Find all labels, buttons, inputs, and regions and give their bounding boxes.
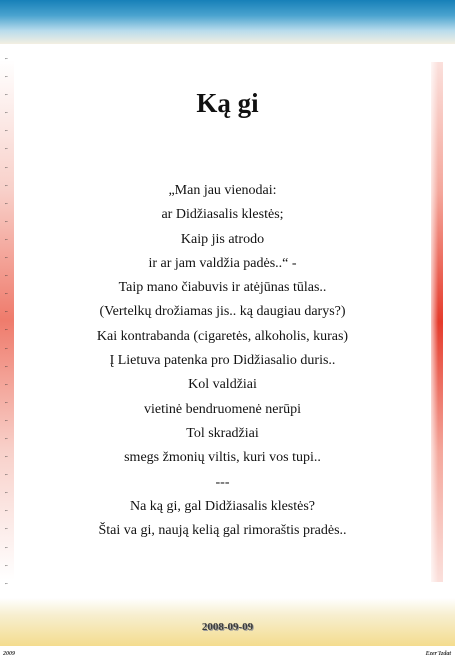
poem-line: Tol skradžiai <box>186 425 259 441</box>
poem-line: Taip mano čiabuvis ir atėjūnas tūlas.. <box>118 280 327 296</box>
poem-line: ir ar jam valdžia padės..“ - <box>148 255 297 271</box>
right-decorative-strip <box>431 62 443 582</box>
page-title: Ką gi <box>196 88 259 118</box>
poem-separator: --- <box>215 474 230 490</box>
poem-line: Kaip jis atrodo <box>180 231 265 247</box>
poem-line: Na ką gi, gal Didžiasalis klestės? <box>129 498 316 514</box>
poem-line: Štai va gi, naują kelią gal rimoraštis pradės.. <box>98 523 347 539</box>
poem-line: ar Didžiasalis klestės; <box>161 207 284 223</box>
top-gradient-bar <box>0 0 455 44</box>
footer-year: 2009 <box>3 651 15 657</box>
poem-line: vietinė bendruomenė nerūpi <box>143 401 302 417</box>
footer-publisher: Ezer'Izdat <box>425 651 451 657</box>
poem-line: Kol valdžiai <box>188 377 257 393</box>
poem-body <box>14 179 431 543</box>
poem-line: „Man jau vienodai: <box>168 183 277 198</box>
poem-line: (Vertelkų drožiamas jis.. ką daugiau darys?) <box>99 304 346 320</box>
date-label: 2008-09-09 <box>201 621 254 633</box>
poem-line: Į Lietuva patenka pro Didžiasalio duris.. <box>109 353 336 369</box>
margin-glyph-column: ı ı ı ı ı ı ı ı ı ı ı ı ı ı ı ı ı ı ı ı ı ı ı ı ı ı ı ı ı ı <box>3 58 8 585</box>
poem-line: Kai kontrabanda (cigaretės, alkoholis, kuras) <box>96 328 349 344</box>
poem-line: smegs žmonių viltis, kuri vos tupi.. <box>124 450 321 466</box>
